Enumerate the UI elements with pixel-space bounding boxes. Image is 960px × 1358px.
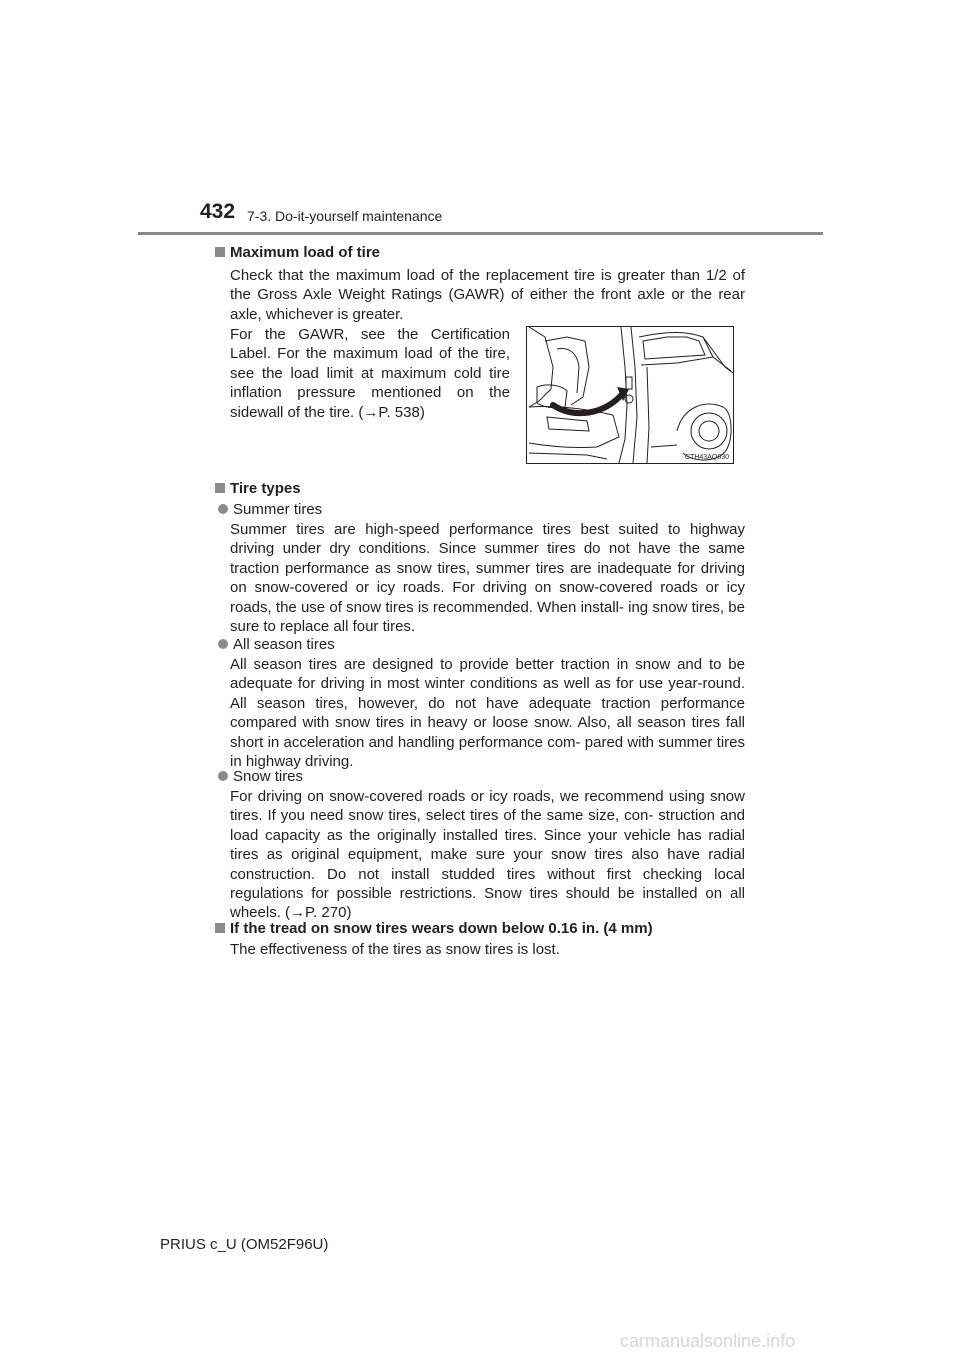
section-title: 7-3. Do-it-yourself maintenance (247, 208, 443, 224)
gawr-note: For the GAWR, see the Certification Label. For the maximum load of the tire, see the load limit at maximum cold tire inflation pressure mentioned on the sidewall of the tire. (→P. 538) (230, 326, 510, 421)
tire-types-heading: Tire types (215, 480, 301, 497)
header-rule (138, 232, 823, 235)
page-number: 432 (200, 200, 236, 223)
round-bullet-icon (218, 504, 228, 514)
max-load-heading: Maximum load of tire (215, 244, 380, 261)
max-load-body: Check that the maximum load of the replacement tire is greater than 1/2 of the Gross Axle Weight Ratings (GAWR) of either the front axle or the rear axle, whichever is greater. (230, 267, 745, 323)
round-bullet-icon (218, 771, 228, 781)
footer-model: PRIUS c_U (OM52F96U) (160, 1236, 329, 1253)
square-bullet-icon (215, 923, 225, 933)
car-door-illustration (527, 327, 733, 463)
all-season-tires-title: All season tires (218, 636, 335, 653)
figure-code: CTH43AQ030 (685, 454, 729, 461)
square-bullet-icon (215, 247, 225, 257)
square-bullet-icon (215, 483, 225, 493)
watermark: carmanualsonline.info (620, 1331, 796, 1351)
round-bullet-icon (218, 639, 228, 649)
certification-label-figure (526, 326, 734, 464)
snow-tires-title: Snow tires (218, 768, 303, 785)
summer-tires-body: Summer tires are high-speed performance tires best suited to highway driving under dry conditions. Since summer tires do not have the same traction performance as snow tires, summer tires are inadequate for driving on snow-covered or icy roads. For driving on snow-covered roads or icy roads, the use of snow tires is recommended. When install- ing snow tires, be sure to replace all four tires. (230, 521, 745, 636)
snow-tires-body: For driving on snow-covered roads or icy roads, we recommend using snow tires. If you need snow tires, select tires of the same size, con- struction and load capacity as the originally installed tires. Since your vehicle has radial tires as original equipment, make sure your snow tires also have radial construction. Do not install studded tires without first checking local regulations for possible restrictions. Snow tires should be installed on all wheels. (→P. 270) (230, 788, 745, 922)
summer-tires-title: Summer tires (218, 501, 322, 518)
tread-body: The effectiveness of the tires as snow tires is lost. (230, 941, 560, 958)
all-season-tires-body: All season tires are designed to provide better traction in snow and to be adequate for driving in most winter conditions as well as for use year-round. All season tires, however, do not have adequate traction performance compared with snow tires in heavy or loose snow. Also, all season tires fall short in acceleration and handling performance com- pared with summer tires in highway driving. (230, 656, 745, 771)
tread-heading: If the tread on snow tires wears down below 0.16 in. (4 mm) (215, 920, 653, 937)
